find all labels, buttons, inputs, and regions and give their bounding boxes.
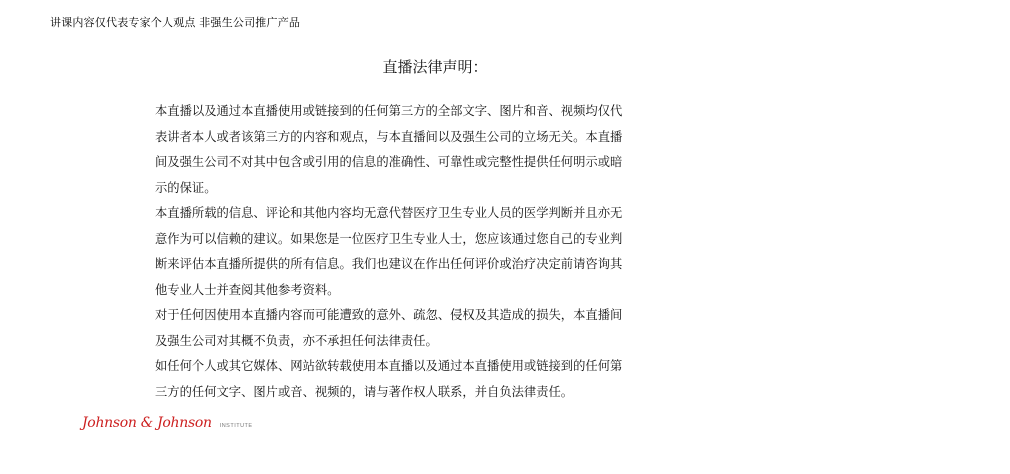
statement-line: 断来评估本直播所提供的所有信息。我们也建议在作出任何评价或治疗决定前请咨询其: [155, 257, 623, 271]
statement-line: 他专业人士并查阅其他参考资料。: [155, 282, 340, 297]
logo-institute-text: INSTITUTE: [219, 423, 253, 429]
top-disclaimer: 讲课内容仅代表专家个人观点 非强生公司推广产品: [50, 16, 301, 29]
statement-line: 对于任何因使用本直播内容而可能遭致的意外、疏忽、侵权及其造成的损失，本直播间: [155, 308, 623, 322]
logo-brand-text: Johnson & Johnson: [82, 415, 212, 431]
page-title: 直播法律声明：: [382, 58, 488, 76]
statement-line: 本直播以及通过本直播使用或链接到的任何第三方的全部文字、图片和音、视频均仅代: [155, 104, 623, 118]
statement-line: 表讲者本人或者该第三方的内容和观点，与本直播间以及强生公司的立场无关。本直播: [155, 129, 623, 144]
statement-line: 如任何个人或其它媒体、网站欲转载使用本直播以及通过本直播使用或链接到的任何第: [155, 359, 623, 373]
statement-line: 及强生公司对其概不负责，亦不承担任何法律责任。: [155, 333, 438, 348]
statement-line: 示的保证。: [155, 180, 217, 195]
statement-line: 意作为可以信赖的建议。如果您是一位医疗卫生专业人士，您应该通过您自己的专业判: [155, 231, 623, 246]
statement-line: 间及强生公司不对其中包含或引用的信息的准确性、可靠性或完整性提供任何明示或暗: [155, 155, 623, 169]
johnson-johnson-institute-logo: [82, 415, 253, 431]
legal-statement-body: [155, 99, 705, 405]
statement-line: 三方的任何文字、图片或音、视频的，请与著作权人联系，并自负法律责任。: [155, 384, 574, 399]
statement-line: 本直播所载的信息、评论和其他内容均无意代替医疗卫生专业人员的医学判断并且亦无: [155, 206, 623, 220]
